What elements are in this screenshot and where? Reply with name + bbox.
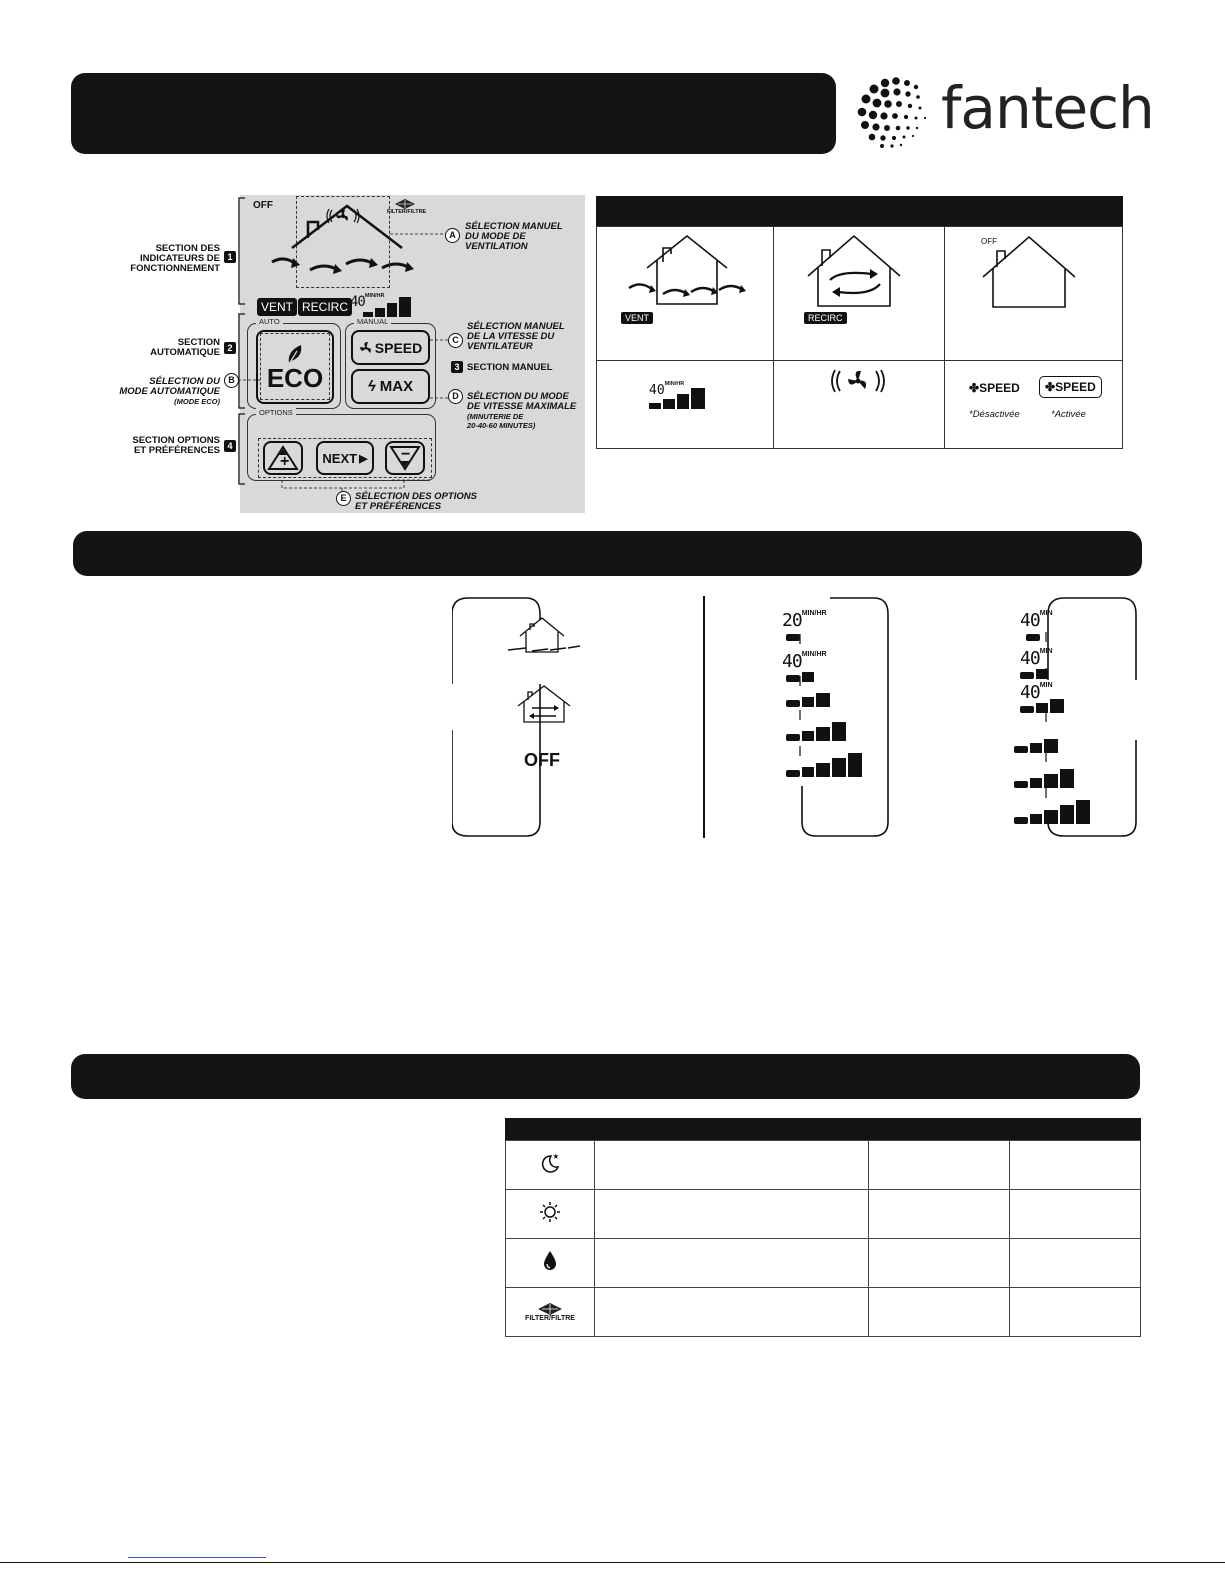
speed-timer-40-unit: MIN/HR — [801, 651, 827, 658]
pref-desc-cell — [595, 1190, 869, 1239]
max-level-2 — [1020, 668, 1060, 682]
icon-vent-tag: VENT — [621, 312, 653, 324]
pref-icon-cell — [506, 1288, 595, 1337]
mode-vent-house-icon — [502, 616, 582, 656]
diagram-divider — [703, 596, 705, 838]
footer-link[interactable] — [128, 1557, 266, 1558]
icon-cell-recirc — [774, 227, 945, 361]
icon-recirc-tag: RECIRC — [804, 312, 847, 324]
callout-a-letter: A — [445, 228, 460, 243]
logo-wordmark: fantech — [941, 74, 1154, 142]
callout-section-3: SECTION MANUEL — [467, 362, 553, 373]
title-banner — [71, 73, 836, 154]
callout-c: SÉLECTION MANUEL DE LA VITESSE DU VENTILATEUR — [467, 321, 565, 352]
max-level-4 — [1014, 738, 1068, 756]
pref-col4-cell — [1010, 1288, 1141, 1337]
callout-section-3-num: 3 — [451, 361, 463, 373]
pref-col3-cell — [869, 1239, 1010, 1288]
mode-cycle-diagram — [452, 596, 560, 838]
dot-sphere-icon — [855, 75, 935, 150]
callout-b: SÉLECTION DU MODE AUTOMATIQUE — [119, 376, 220, 397]
speed-on-state — [1039, 376, 1102, 398]
pref-desc-cell — [595, 1141, 869, 1190]
max-bolt-icon: ϟ — [367, 378, 376, 395]
house-recirc-icon — [800, 232, 910, 312]
icon-table — [596, 226, 1123, 449]
callout-section-4-num: 4 — [224, 440, 236, 452]
fan-sound-icon-large — [826, 367, 890, 395]
pref-col4-cell — [1010, 1190, 1141, 1239]
filter-icon — [538, 1303, 562, 1315]
max-level-3 — [1020, 698, 1074, 716]
callout-e: SÉLECTION DES OPTIONS ET PRÉFÉRENCES — [355, 491, 477, 512]
max-timer-3-unit: MIN — [1039, 682, 1053, 689]
max-level-6 — [1014, 800, 1094, 828]
max-cycle-diagram — [1012, 596, 1138, 838]
next-label: NEXT — [322, 450, 358, 466]
speed-timer-20-unit: MIN/HR — [801, 610, 827, 617]
speed-off-label: SPEED — [979, 381, 1020, 395]
sun-icon — [539, 1201, 561, 1223]
max-level-1 — [1026, 633, 1046, 643]
callout-d: SÉLECTION DU MODE DE VITESSE MAXIMALE — [467, 391, 577, 412]
fan-icon — [359, 341, 373, 355]
speed-on-label: SPEED — [1055, 380, 1096, 394]
callout-section-1: SECTION DES INDICATEURS DE FONCTIONNEMENT — [130, 243, 220, 274]
fantech-logo — [855, 74, 1154, 150]
water-drop-icon — [542, 1250, 558, 1272]
preferences-table — [505, 1140, 1141, 1337]
pref-col3-cell — [869, 1190, 1010, 1239]
icon-cell-timer — [597, 361, 774, 449]
pref-table-header — [505, 1118, 1141, 1141]
speed-timer-20: $20^{MIN/HR}$ — [782, 610, 827, 631]
icon-table-header — [596, 196, 1123, 227]
speed-level-4 — [786, 721, 851, 745]
speed-timer-40: $40^{MIN/HR}$ — [782, 651, 827, 672]
speed-activated-label: *Activée — [1051, 409, 1086, 420]
moon-star-icon — [539, 1152, 561, 1174]
speed-off-state — [969, 381, 1020, 395]
pref-desc-cell — [595, 1239, 869, 1288]
callout-section-2-num: 2 — [224, 342, 236, 354]
max-level-5 — [1014, 768, 1080, 792]
callout-b-letter: B — [224, 373, 239, 388]
max-timer-2: $40^{MIN}$ — [1020, 648, 1053, 669]
speed-label: SPEED — [374, 339, 423, 356]
callout-section-2: SECTION AUTOMATIQUE — [150, 337, 220, 358]
pref-col4-cell — [1010, 1239, 1141, 1288]
pref-desc-cell — [595, 1288, 869, 1337]
fan-icon-small-active: ✤ — [1045, 380, 1056, 394]
callout-d-letter: D — [448, 389, 463, 404]
mode-off-label: OFF — [524, 750, 560, 770]
fan-sound-icon — [325, 207, 361, 225]
plus-label: + — [280, 453, 290, 470]
pref-icon-cell — [506, 1190, 595, 1239]
icon-cell-fan — [774, 361, 945, 449]
speed-level-5 — [786, 753, 866, 781]
panel-timer-unit: MIN/HR — [364, 293, 385, 299]
pref-row-night — [506, 1141, 1141, 1190]
speed-cycle-diagram — [780, 596, 890, 838]
pref-icon-cell — [506, 1141, 595, 1190]
callout-a: SÉLECTION MANUEL DU MODE DE VENTILATION — [465, 221, 563, 252]
callout-d-sub: (MINUTERIE DE 20-40-60 MINUTES) — [467, 412, 536, 430]
max-label: MAX — [379, 378, 414, 395]
manual-section-title: MANUAL — [354, 317, 391, 326]
next-arrow-icon: ▶ — [359, 452, 368, 465]
icon-speed-bars — [649, 387, 719, 411]
panel-off-label: OFF — [253, 200, 273, 211]
options-section-title: OPTIONS — [256, 408, 296, 417]
max-timer-1-unit: MIN — [1039, 610, 1053, 617]
pref-row-filter — [506, 1288, 1141, 1337]
speed-deactivated-label: *Désactivée — [969, 409, 1020, 420]
max-timer-1: $40^{MIN}$ — [1020, 610, 1053, 631]
pref-filter-label: FILTER/FILTRE — [525, 1314, 575, 1322]
icon-cell-speed-states — [945, 361, 1123, 449]
vent-badge[interactable]: VENT — [257, 298, 297, 316]
pref-row-humidity — [506, 1239, 1141, 1288]
footer-rule — [0, 1562, 1225, 1563]
pref-col3-cell — [869, 1288, 1010, 1337]
pref-col4-cell — [1010, 1141, 1141, 1190]
callout-b-sub: (MODE ECO) — [174, 397, 220, 406]
recirc-badge[interactable]: RECIRC — [298, 298, 352, 316]
auto-section-title: AUTO — [256, 317, 283, 326]
callout-c-letter: C — [448, 333, 463, 348]
pref-icon-cell — [506, 1239, 595, 1288]
speed-level-3 — [786, 692, 836, 710]
speed-level-2 — [786, 671, 826, 685]
max-timer-3: $40^{MIN}$ — [1020, 682, 1053, 703]
house-off-icon — [975, 233, 1085, 313]
fan-icon-small: ✤ — [969, 381, 980, 395]
callout-section-4: SECTION OPTIONS ET PRÉFÉRENCES — [132, 435, 220, 456]
callout-line-b — [238, 375, 268, 385]
icon-off-label: OFF — [981, 237, 997, 246]
panel-filter-label: FILTER/FILTRE — [387, 209, 427, 215]
eco-button-hotspot — [260, 333, 330, 400]
icon-timer-display: $40^{MIN/HR}$ — [649, 381, 685, 398]
panel-timer-display: $40^{MIN/HR}$ — [350, 293, 385, 310]
section-banner-2 — [73, 531, 1142, 576]
house-vent-icon — [619, 232, 749, 312]
mode-recirc-house-icon — [514, 684, 574, 724]
pref-row-day — [506, 1190, 1141, 1239]
callout-section-1-num: 1 — [224, 251, 236, 263]
section-banner-3 — [71, 1054, 1140, 1099]
icon-cell-off — [945, 227, 1123, 361]
callout-e-letter: E — [336, 491, 351, 506]
icon-timer-unit: MIN/HR — [664, 381, 685, 387]
icon-cell-vent — [597, 227, 774, 361]
speed-level-1 — [786, 633, 806, 643]
minus-label: − — [401, 446, 411, 463]
max-timer-2-unit: MIN — [1039, 648, 1053, 655]
eco-label: ECO — [266, 363, 324, 393]
pref-col3-cell — [869, 1141, 1010, 1190]
